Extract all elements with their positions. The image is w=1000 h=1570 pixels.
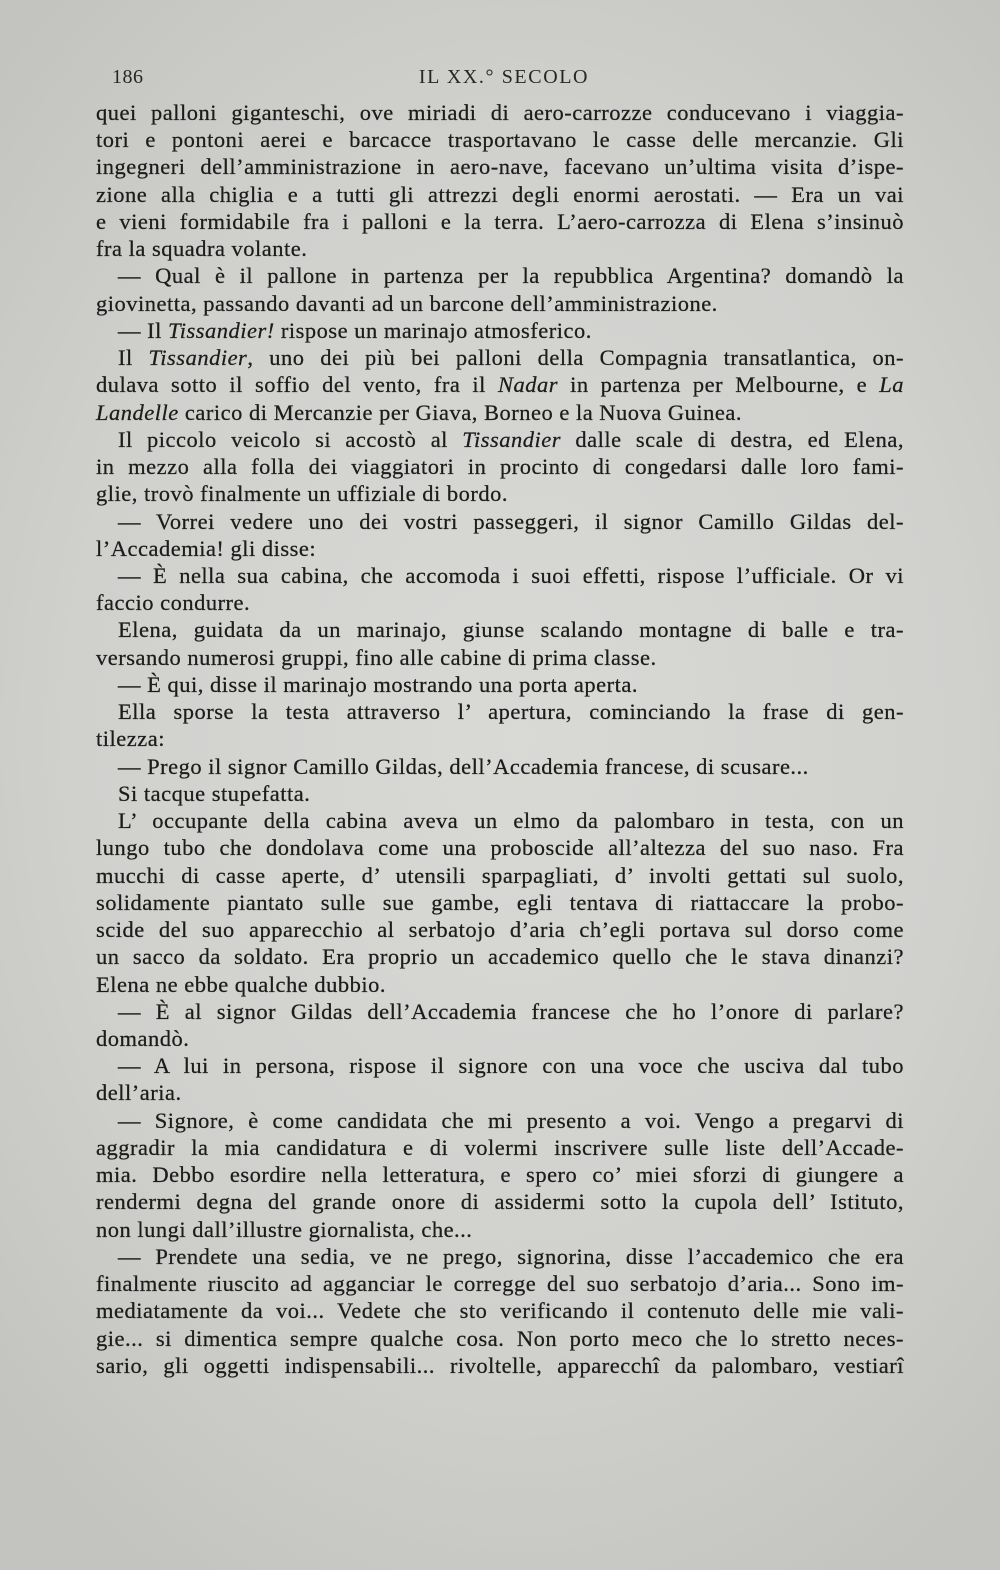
paragraph <box>96 344 904 426</box>
text-run: dulava sotto il soffio del vento, fra il <box>96 372 498 398</box>
paragraph <box>96 1243 904 1379</box>
text-line: finalmente riuscito ad agganciar le corregge del suo serbatojo d’aria... Sono im- <box>96 1271 904 1297</box>
text-line: — Vorrei vedere uno dei vostri passeggeri, il signor Camillo Gildas del- <box>118 508 904 534</box>
text-line: — È nella sua cabina, che accomoda i suoi effetti, rispose l’ufficiale. Or vi <box>118 562 904 588</box>
text-line <box>96 371 904 398</box>
paragraph <box>96 317 904 344</box>
text-line: e vieni formidabile fra i palloni e la terra. L’aero-carrozza di Elena s’insinuò <box>96 208 904 234</box>
text-line: Elena ne ebbe qualche dubbio. <box>96 971 387 997</box>
italic-text: Nadar <box>498 372 559 398</box>
text-line: l’Accademia! gli disse: <box>96 535 317 561</box>
italic-text: Landelle <box>96 399 179 425</box>
body-text <box>96 99 904 1379</box>
paragraph <box>96 998 904 1052</box>
text-run: dalle scale di destra, ed Elena, <box>561 426 904 452</box>
text-line: Ella sporse la testa attraverso l’ apertura, cominciando la frase di gen- <box>118 699 904 725</box>
paragraph <box>96 99 904 262</box>
text-line: lungo tubo che dondolava come una proboscide all’altezza del suo naso. Fra <box>96 835 904 861</box>
text-line: mediatamente da voi... Vedete che sto verificando il contenuto delle mie vali- <box>96 1298 904 1324</box>
page-number: 186 <box>112 66 144 88</box>
text-line: — Prego il signor Camillo Gildas, dell’Accademia francese, di scusare... <box>118 753 809 779</box>
text-run: — Il <box>118 317 168 343</box>
text-line: in mezzo alla folla dei viaggiatori in procinto di congedarsi dalle loro fami- <box>96 454 904 480</box>
text-line: solidamente piantato sulle sue gambe, egli tentava di riattaccare la probo- <box>96 889 904 915</box>
paragraph <box>96 780 904 807</box>
text-line: versando numerosi gruppi, fino alle cabine di prima classe. <box>96 644 657 670</box>
text-run: carico di Mercanzie per Giava, Borneo e la Nuova Guinea. <box>178 399 743 425</box>
text-line: Si tacque stupefatta. <box>118 780 311 806</box>
text-line: mucchi di casse aperte, d’ utensili sparpagliati, d’ involti gettati sul suolo, <box>96 862 904 888</box>
text-line <box>96 344 904 371</box>
text-run: Il piccolo veicolo si accostò al <box>118 426 463 452</box>
text-line: glie, trovò finalmente un uffiziale di bordo. <box>96 481 508 507</box>
text-line: scide del suo apparecchio al serbatojo d’aria ch’egli portava sul dorso come <box>96 917 904 943</box>
text-line: — A lui in persona, rispose il signore con una voce che usciva dal tubo <box>118 1053 904 1079</box>
italic-text: Tissandier! <box>168 317 275 343</box>
text-line: un sacco da soldato. Era proprio un accademico quello che le stava dinanzi? <box>96 944 904 970</box>
text-run: , uno dei più bei palloni della Compagnia transatlantica, on- <box>247 345 904 371</box>
text-line: quei palloni giganteschi, ove miriadi di aero-carrozze conducevano i viaggia- <box>96 100 904 125</box>
paragraph <box>96 807 904 998</box>
text-line: — È al signor Gildas dell’Accademia francese che ho l’onore di parlare? <box>118 998 904 1024</box>
text-line <box>96 399 904 426</box>
text-line: domandò. <box>96 1025 190 1051</box>
text-run: in partenza per Melbourne, e <box>558 372 880 398</box>
text-line: non lungi dall’illustre giornalista, che... <box>96 1216 473 1242</box>
text-line: L’ occupante della cabina aveva un elmo da palombaro in testa, con un <box>118 808 904 834</box>
text-line: dell’aria. <box>96 1080 182 1106</box>
text-run: Il <box>118 345 149 371</box>
paragraph <box>96 671 904 698</box>
text-line: zione alla chiglia e a tutti gli attrezzi degli enormi aerostati. — Era un vai <box>96 181 904 207</box>
text-line: faccio condurre. <box>96 590 251 616</box>
text-line: mia. Debbo esordire nella letteratura, e spero co’ miei sforzi di giungere a <box>96 1162 904 1188</box>
italic-text: Tissandier <box>462 426 562 452</box>
paragraph <box>96 508 904 562</box>
running-title: IL XX.° SECOLO <box>418 66 590 88</box>
paragraph <box>96 426 904 508</box>
text-line: — È qui, disse il marinajo mostrando una porta aperta. <box>118 671 639 697</box>
italic-text: Tissandier <box>148 345 248 371</box>
text-line: tori e pontoni aerei e barcacce trasportavano le casse delle mercanzie. Gli <box>96 127 904 153</box>
text-line: Elena, guidata da un marinajo, giunse scalando montagne di balle e tra- <box>118 617 904 643</box>
text-line: tilezza: <box>96 726 165 752</box>
text-line: — Prendete una sedia, ve ne prego, signorina, disse l’accademico che era <box>118 1243 904 1269</box>
text-line: fra la squadra volante. <box>96 236 308 262</box>
text-line: rendermi degna del grande onore di assidermi sotto la cupola dell’ Istituto, <box>96 1189 904 1215</box>
text-line: sario, gli oggetti indispensabili... rivoltelle, apparecchî da palombaro, vestiarî <box>96 1352 904 1378</box>
paragraph <box>96 698 904 752</box>
text-run: rispose un marinajo atmosferico. <box>274 317 592 343</box>
paragraph <box>96 753 904 780</box>
text-line: ingegneri dell’amministrazione in aero-nave, facevano un’ultima visita d’ispe- <box>96 154 904 180</box>
paragraph <box>96 1052 904 1106</box>
text-line <box>96 426 904 453</box>
text-line <box>96 317 904 344</box>
text-line: — Qual è il pallone in partenza per la repubblica Argentina? domandò la <box>118 263 904 289</box>
text-line: giovinetta, passando davanti ad un barcone dell’amministrazione. <box>96 290 718 316</box>
paragraph <box>96 562 904 616</box>
paragraph <box>96 616 904 670</box>
text-line: gie... si dimentica sempre qualche cosa. Non porto meco che lo stretto neces- <box>96 1325 904 1351</box>
paragraph <box>96 262 904 316</box>
italic-text: La <box>879 372 904 398</box>
text-line: — Signore, è come candidata che mi presento a voi. Vengo a pregarvi di <box>118 1107 904 1133</box>
paragraph <box>96 1107 904 1243</box>
text-line: aggradir la mia candidatura e di volermi inscrivere sulle liste dell’Accade- <box>96 1134 904 1160</box>
